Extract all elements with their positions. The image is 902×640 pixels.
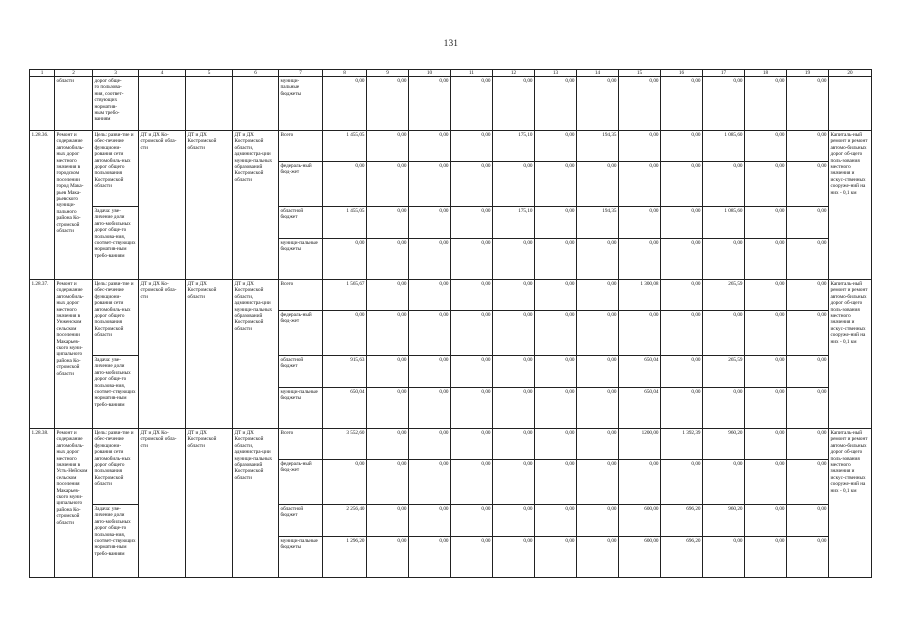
value-cell: 0,00 bbox=[451, 388, 493, 429]
value-cell: 0,00 bbox=[493, 460, 535, 505]
value-cell: 0,00 bbox=[661, 388, 703, 429]
column-number: 6 bbox=[233, 70, 279, 77]
funding-source: муници-пальные бюджеты bbox=[279, 239, 323, 280]
event-name: Ремонт и содержание автомобиль-ных дорог местного значения в Усть-Нейском сельском поселения Макарьев-ского муни-ципального района Ко-стромской области bbox=[55, 429, 93, 578]
value-cell: 0,00 bbox=[451, 280, 493, 311]
value-cell: 1200,00 bbox=[619, 429, 661, 460]
value-cell: 0,00 bbox=[661, 280, 703, 311]
goal-task: дорог обще- го пользова- ния, соответ- ствующих норматив- ным требо- ваниям bbox=[93, 77, 139, 131]
value-cell: 0,00 bbox=[787, 207, 829, 239]
column-number: 20 bbox=[829, 70, 872, 77]
value-cell: 0,00 bbox=[703, 162, 745, 207]
value-cell: 0,00 bbox=[451, 311, 493, 356]
value-cell: 265,59 bbox=[703, 280, 745, 311]
value-cell: 0,00 bbox=[577, 162, 619, 207]
expected-result: Капиталь-ный ремонт и ремонт автомо-бильных дорог об-щего поль-зования местного значения и искус-ственных сооруже-ний на них - 0,1 км bbox=[829, 429, 872, 578]
expected-result: Капиталь-ный ремонт и ремонт автомо-бильных дорог об-щего поль-зования местного значения и искус-ственных сооруже-ний на них - 0,1 км bbox=[829, 280, 872, 429]
value-cell: 0,00 bbox=[787, 239, 829, 280]
funding-source: муници-пальные бюджеты bbox=[279, 388, 323, 429]
value-cell: 1 392,39 bbox=[661, 429, 703, 460]
value-cell: 0,00 bbox=[367, 429, 409, 460]
value-cell: 175,10 bbox=[493, 207, 535, 239]
value-cell: 0,00 bbox=[409, 460, 451, 505]
value-cell: 0,00 bbox=[409, 162, 451, 207]
funding-row bbox=[30, 429, 872, 460]
value-cell: 0,00 bbox=[493, 429, 535, 460]
value-cell: 0,00 bbox=[535, 131, 577, 162]
value-cell: 0,00 bbox=[787, 537, 829, 578]
value-cell: 0,00 bbox=[451, 429, 493, 460]
funding-source: Всего bbox=[279, 131, 323, 162]
funding-source: областной бюджет bbox=[279, 356, 323, 388]
value-cell: 1 455,05 bbox=[323, 131, 367, 162]
value-cell: 0,00 bbox=[367, 131, 409, 162]
value-cell: 0,00 bbox=[745, 460, 787, 505]
value-cell: 0,00 bbox=[493, 537, 535, 578]
value-cell: 0,00 bbox=[703, 311, 745, 356]
value-cell: 0,00 bbox=[535, 537, 577, 578]
continuation-row bbox=[30, 77, 872, 131]
value-cell: 0,00 bbox=[367, 460, 409, 505]
responsible-executor: ДТ и ДХ Ко-стромской обла-сти bbox=[139, 131, 186, 280]
column-number: 18 bbox=[745, 70, 787, 77]
task-text: Задача: уве-личение доли авто-мобильных дорог обще-го пользова-ния, соответ-ствующих норматив-ным требо-ваниям bbox=[93, 356, 139, 429]
value-cell: 0,00 bbox=[493, 311, 535, 356]
value-cell: 1 296,20 bbox=[323, 537, 367, 578]
value-cell: 0,00 bbox=[451, 207, 493, 239]
value-cell: 0,00 bbox=[409, 207, 451, 239]
value-cell: 0,00 bbox=[661, 207, 703, 239]
column-number: 10 bbox=[409, 70, 451, 77]
event-number: 1.28.36. bbox=[30, 131, 55, 280]
column-number: 9 bbox=[367, 70, 409, 77]
value-cell: 0,00 bbox=[367, 239, 409, 280]
value-cell: 0,00 bbox=[451, 460, 493, 505]
column-number: 1 bbox=[30, 70, 55, 77]
value-cell: 0,00 bbox=[409, 77, 451, 131]
value-cell: 0,00 bbox=[661, 460, 703, 505]
value-cell: 0,00 bbox=[619, 239, 661, 280]
value-cell: 1 085,60 bbox=[703, 207, 745, 239]
value-cell: 0,00 bbox=[745, 162, 787, 207]
value-cell: 194,35 bbox=[577, 207, 619, 239]
funding-source: федераль-ный бюд-жет bbox=[279, 460, 323, 505]
column-number: 17 bbox=[703, 70, 745, 77]
value-cell: 0,00 bbox=[451, 239, 493, 280]
value-cell: 0,00 bbox=[367, 388, 409, 429]
value-cell: 0,00 bbox=[535, 280, 577, 311]
column-number: 15 bbox=[619, 70, 661, 77]
value-cell: 0,00 bbox=[577, 356, 619, 388]
event-number: 1.28.38. bbox=[30, 429, 55, 578]
column-number: 11 bbox=[451, 70, 493, 77]
value-cell: 0,00 bbox=[409, 388, 451, 429]
value-cell: 0,00 bbox=[535, 207, 577, 239]
funding-source: областной бюджет bbox=[279, 207, 323, 239]
participants: ДТ и ДХ Костромской области, администра-ции муници-пальных образований Костромской области bbox=[233, 280, 279, 429]
value-cell: 0,00 bbox=[745, 356, 787, 388]
value-cell: 0,00 bbox=[493, 162, 535, 207]
co-executor: ДТ и ДХ Костромской области bbox=[186, 131, 233, 280]
value-cell: 0,00 bbox=[661, 131, 703, 162]
value-cell: 0,00 bbox=[409, 311, 451, 356]
column-number: 19 bbox=[787, 70, 829, 77]
funding-source: Всего bbox=[279, 429, 323, 460]
program-table bbox=[29, 69, 872, 578]
value-cell: 0,00 bbox=[619, 77, 661, 131]
value-cell: 0,00 bbox=[323, 162, 367, 207]
value-cell: 0,00 bbox=[535, 311, 577, 356]
value-cell: 1 455,05 bbox=[323, 207, 367, 239]
value-cell: 1 300,08 bbox=[619, 280, 661, 311]
value-cell: 0,00 bbox=[535, 429, 577, 460]
value-cell: 0,00 bbox=[787, 280, 829, 311]
value-cell: 0,00 bbox=[493, 388, 535, 429]
column-number: 16 bbox=[661, 70, 703, 77]
value-cell: 0,00 bbox=[535, 162, 577, 207]
value-cell: 0,00 bbox=[367, 505, 409, 537]
value-cell: 1 565,67 bbox=[323, 280, 367, 311]
value-cell: 0,00 bbox=[493, 356, 535, 388]
expected-result: Капиталь-ный ремонт и ремонт автомо-бильных дорог об-щего поль-зования местного значения и искус-ственных сооруже-ний на них - 0,1 км bbox=[829, 131, 872, 280]
value-cell: 0,00 bbox=[787, 505, 829, 537]
value-cell: 0,00 bbox=[577, 505, 619, 537]
goal-text: Цель: разви-тие и обес-печение функциони-рования сети автомобиль-ных дорог общего пользования Костромской области bbox=[93, 131, 139, 207]
column-number: 7 bbox=[279, 70, 323, 77]
value-cell: 0,00 bbox=[323, 239, 367, 280]
column-number: 12 bbox=[493, 70, 535, 77]
event-name: Ремонт и содержание автомобиль-ных дорог местного значения в Унженском сельском поселении Макарьев-ского муни-ципального района Ко-стромской области bbox=[55, 280, 93, 429]
participants: ДТ и ДХ Костромской области, администра-ции муници-пальных образований Костромской области bbox=[233, 429, 279, 578]
value-cell: 0,00 bbox=[577, 280, 619, 311]
event-name: области bbox=[55, 77, 93, 131]
value-cell: 0,00 bbox=[493, 77, 535, 131]
value-cell: 0,00 bbox=[661, 77, 703, 131]
value-cell: 960,20 bbox=[703, 505, 745, 537]
value-cell: 0,00 bbox=[787, 388, 829, 429]
funding-source: муници- пальные бюджеты bbox=[279, 77, 323, 131]
value-cell: 0,00 bbox=[745, 388, 787, 429]
value-cell: 0,00 bbox=[619, 207, 661, 239]
value-cell: 0,00 bbox=[367, 356, 409, 388]
value-cell: 0,00 bbox=[535, 356, 577, 388]
value-cell: 650,04 bbox=[323, 388, 367, 429]
value-cell: 0,00 bbox=[745, 77, 787, 131]
empty-cell bbox=[139, 77, 186, 131]
header-row bbox=[30, 70, 872, 77]
value-cell: 0,00 bbox=[451, 356, 493, 388]
co-executor: ДТ и ДХ Костромской области bbox=[186, 429, 233, 578]
value-cell: 0,00 bbox=[577, 429, 619, 460]
value-cell: 0,00 bbox=[367, 77, 409, 131]
value-cell: 0,00 bbox=[745, 311, 787, 356]
value-cell: 0,00 bbox=[409, 429, 451, 460]
empty-cell bbox=[30, 77, 55, 131]
value-cell: 1 085,60 bbox=[703, 131, 745, 162]
value-cell: 0,00 bbox=[577, 388, 619, 429]
funding-source: областной бюджет bbox=[279, 505, 323, 537]
value-cell: 0,00 bbox=[661, 311, 703, 356]
value-cell: 0,00 bbox=[367, 280, 409, 311]
value-cell: 0,00 bbox=[703, 460, 745, 505]
empty-cell bbox=[829, 77, 872, 131]
value-cell: 0,00 bbox=[619, 162, 661, 207]
task-text: Задача: уве-личение доли авто-мобильных дорог обще-го пользова-ния, соответ-ствующих норматив-ным требо-ваниям bbox=[93, 207, 139, 280]
value-cell: 0,00 bbox=[367, 162, 409, 207]
value-cell: 960,20 bbox=[703, 429, 745, 460]
value-cell: 0,00 bbox=[661, 239, 703, 280]
funding-row bbox=[30, 280, 872, 311]
value-cell: 0,00 bbox=[323, 460, 367, 505]
value-cell: 0,00 bbox=[367, 311, 409, 356]
value-cell: 650,04 bbox=[619, 388, 661, 429]
event-name: Ремонт и содержание автомобиль-ных дорог местного значения в городском поселении город Мака-рьев Мака-рьевского муници-пального района Ко-стромской области bbox=[55, 131, 93, 280]
column-number: 3 bbox=[93, 70, 139, 77]
value-cell: 2 256,40 bbox=[323, 505, 367, 537]
column-number: 4 bbox=[139, 70, 186, 77]
value-cell: 0,00 bbox=[409, 280, 451, 311]
value-cell: 0,00 bbox=[535, 460, 577, 505]
value-cell: 0,00 bbox=[409, 356, 451, 388]
value-cell: 0,00 bbox=[409, 131, 451, 162]
empty-cell bbox=[186, 77, 233, 131]
value-cell: 265,59 bbox=[703, 356, 745, 388]
value-cell: 0,00 bbox=[745, 207, 787, 239]
value-cell: 0,00 bbox=[535, 239, 577, 280]
value-cell: 0,00 bbox=[619, 131, 661, 162]
value-cell: 0,00 bbox=[787, 131, 829, 162]
value-cell: 0,00 bbox=[787, 460, 829, 505]
value-cell: 0,00 bbox=[787, 356, 829, 388]
page-number: 131 bbox=[443, 38, 459, 48]
event-number: 1.28.37. bbox=[30, 280, 55, 429]
value-cell: 0,00 bbox=[535, 77, 577, 131]
responsible-executor: ДТ и ДХ Ко-стромской обла-сти bbox=[139, 280, 186, 429]
value-cell: 0,00 bbox=[577, 537, 619, 578]
column-number: 5 bbox=[186, 70, 233, 77]
column-number: 8 bbox=[323, 70, 367, 77]
value-cell: 0,00 bbox=[451, 505, 493, 537]
value-cell: 0,00 bbox=[577, 460, 619, 505]
value-cell: 696,20 bbox=[661, 537, 703, 578]
value-cell: 0,00 bbox=[619, 460, 661, 505]
column-number: 2 bbox=[55, 70, 93, 77]
goal-text: Цель: разви-тие и обес-печение функциони-рования сети автомобиль-ных дорог общего пользования Костромской области bbox=[93, 429, 139, 505]
funding-source: федераль-ный бюд-жет bbox=[279, 311, 323, 356]
participants: ДТ и ДХ Костромской области, администра-ции муници-пальных образований Костромской области bbox=[233, 131, 279, 280]
value-cell: 0,00 bbox=[409, 505, 451, 537]
value-cell: 0,00 bbox=[535, 505, 577, 537]
value-cell: 0,00 bbox=[703, 77, 745, 131]
task-text: Задача: уве-личение доли авто-мобильных дорог обще-го пользова-ния, соответ-ствующих норматив-ным требо-ваниям bbox=[93, 505, 139, 578]
empty-cell bbox=[233, 77, 279, 131]
value-cell: 0,00 bbox=[367, 537, 409, 578]
value-cell: 650,04 bbox=[619, 356, 661, 388]
goal-text: Цель: разви-тие и обес-печение функциони-рования сети автомобиль-ных дорог общего пользования Костромской области bbox=[93, 280, 139, 356]
value-cell: 0,00 bbox=[787, 311, 829, 356]
responsible-executor: ДТ и ДХ Ко-стромской обла-сти bbox=[139, 429, 186, 578]
value-cell: 0,00 bbox=[661, 356, 703, 388]
value-cell: 0,00 bbox=[409, 239, 451, 280]
value-cell: 0,00 bbox=[451, 162, 493, 207]
value-cell: 0,00 bbox=[745, 280, 787, 311]
value-cell: 0,00 bbox=[493, 505, 535, 537]
value-cell: 0,00 bbox=[323, 77, 367, 131]
funding-source: федераль-ный бюд-жет bbox=[279, 162, 323, 207]
funding-row bbox=[30, 131, 872, 162]
value-cell: 0,00 bbox=[619, 311, 661, 356]
value-cell: 0,00 bbox=[493, 280, 535, 311]
value-cell: 0,00 bbox=[577, 239, 619, 280]
value-cell: 0,00 bbox=[745, 505, 787, 537]
value-cell: 194,35 bbox=[577, 131, 619, 162]
value-cell: 0,00 bbox=[577, 311, 619, 356]
value-cell: 0,00 bbox=[703, 537, 745, 578]
value-cell: 0,00 bbox=[367, 207, 409, 239]
column-number: 13 bbox=[535, 70, 577, 77]
co-executor: ДТ и ДХ Костромской области bbox=[186, 280, 233, 429]
value-cell: 696,20 bbox=[661, 505, 703, 537]
value-cell: 0,00 bbox=[745, 429, 787, 460]
value-cell: 3 552,60 bbox=[323, 429, 367, 460]
value-cell: 0,00 bbox=[787, 429, 829, 460]
value-cell: 0,00 bbox=[745, 239, 787, 280]
value-cell: 0,00 bbox=[661, 162, 703, 207]
value-cell: 0,00 bbox=[787, 77, 829, 131]
value-cell: 0,00 bbox=[451, 537, 493, 578]
value-cell: 915,63 bbox=[323, 356, 367, 388]
value-cell: 0,00 bbox=[745, 131, 787, 162]
value-cell: 0,00 bbox=[577, 77, 619, 131]
value-cell: 0,00 bbox=[323, 311, 367, 356]
value-cell: 0,00 bbox=[703, 388, 745, 429]
value-cell: 0,00 bbox=[451, 131, 493, 162]
value-cell: 0,00 bbox=[451, 77, 493, 131]
funding-source: муници-пальные бюджеты bbox=[279, 537, 323, 578]
column-number: 14 bbox=[577, 70, 619, 77]
value-cell: 0,00 bbox=[493, 239, 535, 280]
value-cell: 175,10 bbox=[493, 131, 535, 162]
value-cell: 0,00 bbox=[787, 162, 829, 207]
value-cell: 0,00 bbox=[703, 239, 745, 280]
value-cell: 0,00 bbox=[745, 537, 787, 578]
value-cell: 600,00 bbox=[619, 537, 661, 578]
value-cell: 600,00 bbox=[619, 505, 661, 537]
value-cell: 0,00 bbox=[535, 388, 577, 429]
value-cell: 0,00 bbox=[409, 537, 451, 578]
funding-source: Всего bbox=[279, 280, 323, 311]
